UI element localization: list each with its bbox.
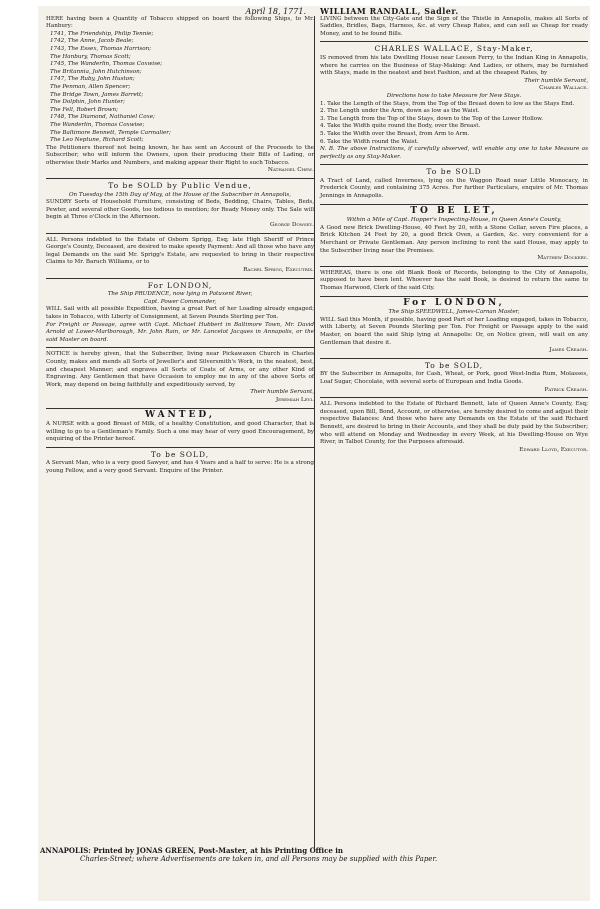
ship-entry: The Dolphin, John Hunter; [50,99,125,106]
vendue-title: To be SOLD by Public Vendue, [108,181,252,191]
divider [46,178,314,179]
servant-ad [46,451,314,476]
sprigg-signature: Rachel Sprigg, Executrix. [243,267,314,273]
ship-entry: The Fell, Robert Brown; [50,106,119,113]
divider [46,347,314,348]
london-prudence-ad [46,282,314,345]
vendue-signature: George Dowsey. [270,222,314,229]
ship-entry: The Hanbury, Thomas Scott; [50,53,131,60]
imprint-footer [40,846,588,864]
wallace-close: Their humble Servant, [524,77,588,84]
date-header: April 18, 1771. [245,7,306,16]
land-title: To be SOLD [426,167,482,177]
divider [46,278,314,279]
direction-item: 5. Take the Width over the Breast, from Arm to Arm. [320,130,470,137]
imprint-line-1: ANNAPOLIS: Printed by JONAS GREEN, Post-Master, at his Printing Office in [40,846,343,855]
direction-item: 2. The Length under the Arm, down as low as the Waist. [320,108,480,115]
wanted-title: WANTED, [145,409,215,420]
direction-item: 3. The Length from the Top of the Stays, down to the Top of the Lower Hollow. [320,115,544,122]
servant-title: To be SOLD, [150,449,210,459]
let-signature: Matthew Dockery. [537,255,588,262]
ships-notice [46,16,314,175]
let-body: A Good new Brick Dwelling-House, 40 Feet by 20, with a Stone Cellar, seven Fire places, a Brick Kitchen 24 Feet by 20, a good Brick Oven, a Garden, &c. very convenient for a Merchant or Private Gentleman. Any person inclining to rent the said House, may apply to the Subscriber living near the Premises. [320,224,588,254]
vendue-subtitle: On Tuesday the 15th Day of May, at the House of the Subscriber in Annapolis, [68,191,292,198]
ship-entry: The Baltimore Bennett, Temple Carmalier; [50,129,171,136]
land-sale-ad [320,168,588,200]
wallace-ad [320,45,588,161]
speedwell-signature: James Creagh. [549,347,588,354]
speedwell-body: WILL Sail this Month, if possible, having good Part of her Loading engaged, takes in Tobacco, with Liberty, at Seven Pounds Sterling per Ton. For Freight or Passage apply to the said Master, on board the said Ship lying at Annapolis: Or, on Notice given, will wait on any Gentleman that desire it. [320,316,588,346]
london-body: WILL Sail with all possible Expedition, having a great Part of her Loading already engaged; takes in Tobacco, with Liberty of Consignment, at Seven Pounds Sterling per Ton. [46,306,314,320]
divider [320,41,588,42]
direction-item: 1. Take the Length of the Stays, from the Top of the Breast down to low as the Stays End. [320,100,575,107]
divider [320,296,588,297]
wallace-body: IS removed from his late Dwelling House near Leeson Ferry, to the Indian King in Annapolis, where he carries on the Business of Stay-Making: And Ladies, or others, may be furnished with Stays, made in the neatest and best Fashion, and at the cheapest Rates, by [320,54,588,77]
ship-entry: 1745, The Wanderlin, Thomas Coxwise; [50,61,163,68]
ship-entry: 1747, The Ruby, John Huston; [50,76,135,83]
direction-item: 4. Take the Width quite round the Body, over the Breast. [320,123,481,130]
ship-entry: 1748, The Diamond, Nathaniel Coxe; [50,114,155,121]
let-title: TO BE LET, [410,205,498,216]
ship-entry: The Wanderlin, Thomas Coxwise; [50,121,145,128]
ship-entry: The Penman, Allen Spencer; [50,83,131,90]
london-captain: Capt. Power Commander, [143,298,217,305]
land-body: A Tract of Land, called Inverness, lying on the Waggon Road near Little Monocacy, in Frederick County, and containing 375 Acres. For further Particulars, enquire of Mr. Thomas Jennings in Annapolis. [320,177,588,200]
ship-entry: The Bridge Town, James Barrett; [50,91,144,98]
notice-close: Their humble Servant, [250,389,314,396]
directions-list [320,101,588,147]
directions-note: N. B. The above Instructions, if carefully observed, will enable any one to take Measure as perfectly as any Stay-Maker. [320,146,588,160]
direction-item: 6. Take the Width round the Waist. [320,138,419,145]
column-rule [314,16,315,848]
ship-entry: The Leo Neptune, Richard Scott; [50,137,144,144]
vendue-body: SUNDRY Sorts of Household Furniture, consisting of Beds, Bedding, Chairs, Tables, Beds, Pewter, and several other Goods, too tedious to mention; for Ready Money only. The Sale will begin at Three o'Clock in the Afternoon. [46,199,314,221]
wanted-body: A NURSE with a good Breast of Milk, of a healthy Constitution, and good Character, that is willing to go to a Gentleman's Family. Such a one may hear of very good Encouragement, by enquiring of the Printer hereof. [46,421,314,443]
ships-signature: Nathaniel Chew. [267,167,314,174]
divider [320,164,588,165]
ship-entry: 1743, The Essex, Thomas Harrison; [50,45,152,52]
to-let-ad [320,205,588,263]
ship-entry: The Britannia, John Hutchinson; [50,68,142,75]
silversmith-notice [46,351,314,404]
divider [320,266,588,267]
divider [46,233,314,234]
let-subtitle: Within a Mile of Capt. Hopper's Inspecting-House, in Queen Anne's County, [346,217,562,224]
sprigg-body: ALL Persons indebted to the Estate of Osborn Sprigg, Esq; late High Sheriff of Prince George's County, Deceased, are desired to make speedy Payment: And all those who have any legal Demands on the said Mr. Sprigg's Estate, are requested to bring in their respective Claims to Mr. Baruch Williams, or to [46,236,314,266]
randall-ad [320,16,588,39]
divider [46,447,314,448]
whereas-body: WHEREAS, there is one old Blank Book of Records, belonging to the City of Annapolis, supposed to have been lent. Whoever has the said Book, is desired to return the same to Thomas Harwood, Clerk of the said City. [320,269,588,291]
rum-sale-ad [320,362,588,394]
london-title: For LONDON, [147,280,213,290]
rum-body: BY the Subscriber in Annapolis, for Cash, Wheat, or Pork, good West-India Rum, Molasses, Loaf Sugar, Chocolate, with several sorts of European and India Goods. [320,371,588,385]
vendue-ad [46,182,314,230]
ship-entry: 1741, The Friendship, Philip Tennie; [50,30,154,37]
wallace-signature: Charles Wallace. [539,85,588,92]
servant-body: A Servant Man, who is a very good Sawyer, and has 4 Years and a half to serve: He is a strong young Fellow, and a very good Servant. Enquire of the Printer. [46,460,314,475]
divider [46,408,314,409]
directions-title: Directions how to take Measure for New Stays. [386,92,522,99]
london-ship: The Ship PRUDENCE, now lying in Patuxent River, [107,291,253,298]
lloyd-signature: Edward Lloyd, Executor. [519,446,588,453]
randall-body: LIVING between the City-Gate and the Sign of the Thistle in Annapolis, makes all Sorts of Saddles, Bridles, Bags, Harness, &c. at very Cheap Rates, and can sell as Cheap for ready Money, and to be found Bills. [320,15,588,37]
ships-intro: HERE having been a Quantity of Tobacco shipped on board the following Ships, to Mr. Hanbury: [46,15,314,30]
lloyd-body: ALL Persons indebted to the Estate of Richard Bennett, late of Queen Anne's County, Esq; deceased, upon Bill, Bond, Account, or otherwise, are hereby desired to come and adjust their respective Balances: And those who have any Demands on the Estate of the said Richard Bennett, are desired to bring in their Accounts, and they shall be duly paid by the Subscriber; who will attend on Monday and Wednesday in every Week, at his Dwelling-House on Wye River, in Talbot County, for the Purposes aforesaid. [320,401,588,446]
divider [320,358,588,359]
ships-list [46,31,314,145]
randall-header: WILLIAM RANDALL, Sadler. [320,6,459,16]
rum-title: To be SOLD, [424,360,484,370]
sprigg-notice [46,237,314,275]
notice-body: NOTICE is hereby given, that the Subscriber, living near Pickawaxen Church in Charles County, makes and mends all Sorts of Jeweller's and Silversmith's Work, in the neatest, best, and cheapest Manner; and engraves all Sorts of Coats of Arms, or any other Kind of Engraving. Any Gentlemen that have Occasion to employ me in any of the above Sorts of Work, may depend on being faithfully and expeditiously served, by [46,351,314,388]
speedwell-ship: The Ship SPEEDWELL, James-Carnan Master, [388,309,520,316]
bennett-estate-notice [320,401,588,454]
newspaper-page [38,6,590,901]
wanted-ad [46,409,314,444]
ship-entry: 1742, The Anne, Jacob Beale; [50,38,134,45]
wallace-title: CHARLES WALLACE, Stay-Maker, [374,44,534,54]
speedwell-title: For LONDON, [403,297,505,308]
records-notice [320,270,588,293]
left-column [46,6,314,478]
divider [320,204,588,205]
rum-signature: Patrick Creagh. [544,386,588,393]
notice-signature: Jeremiah Levi. [275,396,314,403]
right-column [320,6,588,456]
imprint-line-2: Charles-Street; where Advertisements are taken in, and all Persons may be supplied with this Paper. [80,855,438,863]
ships-close: The Petitioners thereof not being known, he has sent an Account of the Proceeds to the Subscriber; who will inform the Owners, upon their producing their Bills of Lading, or otherwise their Marks and Numbers, and making appear their Right to such Tobacco. [46,144,314,166]
divider [320,397,588,398]
london-speedwell-ad [320,297,588,355]
london-freight: For Freight or Passage, agree with Capt. Michael Hubbert in Baltimore Town, Mr. David Arnold at Lower-Marlborough, Mr. John Rain, or Mr. Lancelot Jacques in Annapolis, or the said Master on board. [46,321,314,343]
